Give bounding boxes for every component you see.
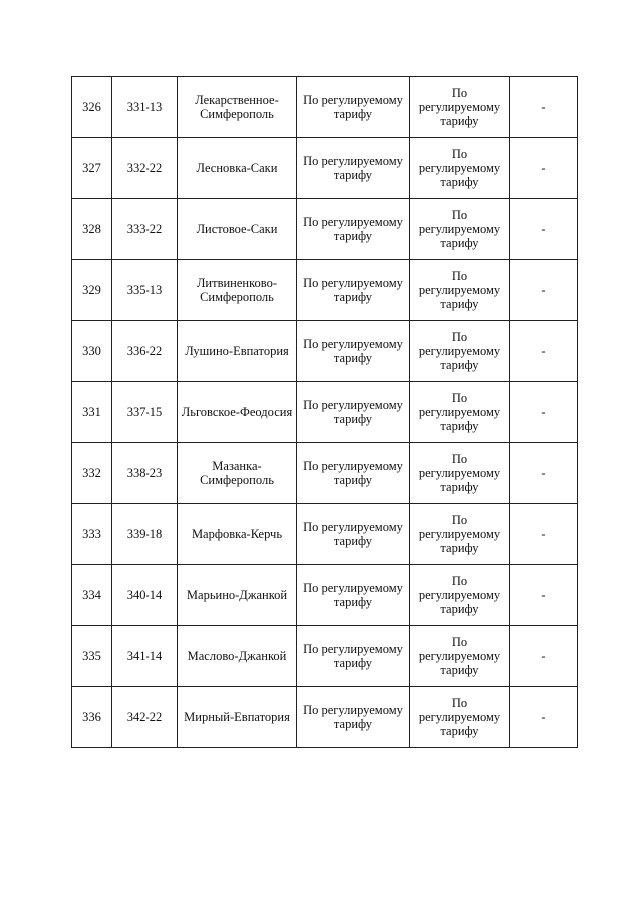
tariff-cell [297, 138, 410, 199]
table-row [72, 504, 578, 565]
extra-cell-text: - [541, 222, 546, 236]
row-number-cell [72, 321, 112, 382]
route-name-cell-text: Мирный-Евпатория [184, 710, 290, 724]
row-number-cell-text: 330 [82, 344, 101, 358]
tariff-cell-text: По регулируемому тарифу [303, 215, 403, 243]
route-name-cell [178, 321, 297, 382]
tariff-secondary-cell [410, 138, 510, 199]
route-code-cell-text: 333-22 [126, 222, 163, 236]
route-code-cell [112, 138, 178, 199]
tariff-secondary-cell [410, 443, 510, 504]
tariff-cell-text: По регулируемому тарифу [303, 703, 403, 731]
row-number-cell-text: 331 [82, 405, 101, 419]
route-name-cell-text: Марьино-Джанкой [186, 588, 288, 602]
table-row [72, 626, 578, 687]
table-row [72, 443, 578, 504]
route-code-cell [112, 77, 178, 138]
route-code-cell-text: 341-14 [126, 649, 163, 663]
tariff-secondary-cell [410, 687, 510, 748]
route-name-cell-text: Литвиненково- Симферополь [196, 276, 278, 304]
tariff-cell [297, 626, 410, 687]
tariff-cell-text: По регулируемому тарифу [303, 93, 403, 121]
row-number-cell [72, 382, 112, 443]
extra-cell [510, 443, 578, 504]
route-name-cell [178, 687, 297, 748]
routes-table-body [72, 77, 578, 748]
row-number-cell-text: 335 [82, 649, 101, 663]
row-number-cell-text: 336 [82, 710, 101, 724]
route-name-cell [178, 199, 297, 260]
route-name-cell-text: Лесновка-Саки [196, 161, 278, 175]
route-code-cell-text: 340-14 [126, 588, 163, 602]
row-number-cell [72, 565, 112, 626]
extra-cell [510, 138, 578, 199]
extra-cell [510, 626, 578, 687]
route-code-cell [112, 565, 178, 626]
route-name-cell-text: Маслово-Джанкой [187, 649, 287, 663]
extra-cell-text: - [541, 344, 546, 358]
route-name-cell [178, 504, 297, 565]
tariff-cell [297, 504, 410, 565]
extra-cell-text: - [541, 527, 546, 541]
route-name-cell [178, 565, 297, 626]
route-name-cell [178, 260, 297, 321]
tariff-secondary-cell-text: По регулируемому тарифу [418, 635, 501, 677]
tariff-secondary-cell-text: По регулируемому тарифу [418, 86, 501, 128]
routes-table [71, 76, 578, 748]
extra-cell-text: - [541, 588, 546, 602]
tariff-secondary-cell-text: По регулируемому тарифу [418, 147, 501, 189]
extra-cell [510, 382, 578, 443]
tariff-secondary-cell [410, 565, 510, 626]
row-number-cell [72, 138, 112, 199]
extra-cell-text: - [541, 283, 546, 297]
tariff-secondary-cell [410, 77, 510, 138]
row-number-cell [72, 687, 112, 748]
route-name-cell-text: Листовое-Саки [196, 222, 278, 236]
table-row [72, 138, 578, 199]
route-code-cell-text: 331-13 [126, 100, 163, 114]
row-number-cell [72, 626, 112, 687]
route-code-cell [112, 382, 178, 443]
extra-cell-text: - [541, 710, 546, 724]
tariff-cell-text: По регулируемому тарифу [303, 520, 403, 548]
extra-cell-text: - [541, 161, 546, 175]
route-name-cell-text: Льговское-Феодосия [181, 405, 293, 419]
route-code-cell-text: 339-18 [126, 527, 163, 541]
row-number-cell-text: 327 [82, 161, 101, 175]
tariff-secondary-cell-text: По регулируемому тарифу [418, 391, 501, 433]
extra-cell [510, 260, 578, 321]
table-row [72, 260, 578, 321]
extra-cell-text: - [541, 649, 546, 663]
route-code-cell [112, 260, 178, 321]
row-number-cell-text: 333 [82, 527, 101, 541]
route-name-cell-text: Марфовка-Керчь [191, 527, 283, 541]
extra-cell [510, 687, 578, 748]
table-row [72, 321, 578, 382]
table-row [72, 565, 578, 626]
row-number-cell-text: 328 [82, 222, 101, 236]
extra-cell [510, 321, 578, 382]
route-name-cell-text: Лушино-Евпатория [185, 344, 289, 358]
tariff-secondary-cell [410, 382, 510, 443]
extra-cell-text: - [541, 100, 546, 114]
tariff-cell-text: По регулируемому тарифу [303, 459, 403, 487]
tariff-cell [297, 77, 410, 138]
tariff-cell-text: По регулируемому тарифу [303, 642, 403, 670]
route-code-cell [112, 687, 178, 748]
table-row [72, 199, 578, 260]
row-number-cell [72, 443, 112, 504]
route-name-cell [178, 77, 297, 138]
extra-cell-text: - [541, 466, 546, 480]
route-name-cell-text: Лекарственное- Симферополь [195, 93, 279, 121]
row-number-cell [72, 260, 112, 321]
route-name-cell-text: Мазанка- Симферополь [200, 459, 274, 487]
tariff-secondary-cell [410, 199, 510, 260]
extra-cell [510, 504, 578, 565]
route-name-cell [178, 626, 297, 687]
row-number-cell [72, 77, 112, 138]
tariff-secondary-cell-text: По регулируемому тарифу [418, 696, 501, 738]
tariff-cell-text: По регулируемому тарифу [303, 581, 403, 609]
tariff-cell-text: По регулируемому тарифу [303, 398, 403, 426]
tariff-secondary-cell-text: По регулируемому тарифу [418, 452, 501, 494]
extra-cell [510, 77, 578, 138]
tariff-secondary-cell [410, 626, 510, 687]
tariff-cell [297, 382, 410, 443]
extra-cell [510, 199, 578, 260]
tariff-secondary-cell-text: По регулируемому тарифу [418, 269, 501, 311]
tariff-cell [297, 687, 410, 748]
row-number-cell-text: 329 [82, 283, 101, 297]
route-code-cell [112, 321, 178, 382]
tariff-secondary-cell-text: По регулируемому тарифу [418, 330, 501, 372]
tariff-secondary-cell [410, 321, 510, 382]
route-name-cell [178, 138, 297, 199]
tariff-cell-text: По регулируемому тарифу [303, 276, 403, 304]
tariff-secondary-cell-text: По регулируемому тарифу [418, 574, 501, 616]
tariff-cell [297, 443, 410, 504]
tariff-cell [297, 321, 410, 382]
table-row [72, 687, 578, 748]
tariff-secondary-cell-text: По регулируемому тарифу [418, 208, 501, 250]
row-number-cell-text: 334 [82, 588, 101, 602]
route-code-cell-text: 337-15 [126, 405, 163, 419]
route-code-cell-text: 335-13 [126, 283, 163, 297]
tariff-cell [297, 565, 410, 626]
tariff-secondary-cell [410, 504, 510, 565]
route-code-cell-text: 332-22 [126, 161, 163, 175]
extra-cell-text: - [541, 405, 546, 419]
tariff-cell-text: По регулируемому тарифу [303, 337, 403, 365]
route-code-cell [112, 626, 178, 687]
table-row [72, 382, 578, 443]
route-code-cell-text: 336-22 [126, 344, 163, 358]
row-number-cell [72, 199, 112, 260]
route-code-cell [112, 443, 178, 504]
tariff-secondary-cell [410, 260, 510, 321]
table-row [72, 77, 578, 138]
row-number-cell-text: 332 [82, 466, 101, 480]
row-number-cell-text: 326 [82, 100, 101, 114]
tariff-cell [297, 199, 410, 260]
route-name-cell [178, 382, 297, 443]
tariff-secondary-cell-text: По регулируемому тарифу [418, 513, 501, 555]
route-name-cell [178, 443, 297, 504]
tariff-cell-text: По регулируемому тарифу [303, 154, 403, 182]
tariff-cell [297, 260, 410, 321]
route-code-cell [112, 199, 178, 260]
route-code-cell-text: 338-23 [126, 466, 163, 480]
extra-cell [510, 565, 578, 626]
row-number-cell [72, 504, 112, 565]
route-code-cell-text: 342-22 [126, 710, 163, 724]
route-code-cell [112, 504, 178, 565]
